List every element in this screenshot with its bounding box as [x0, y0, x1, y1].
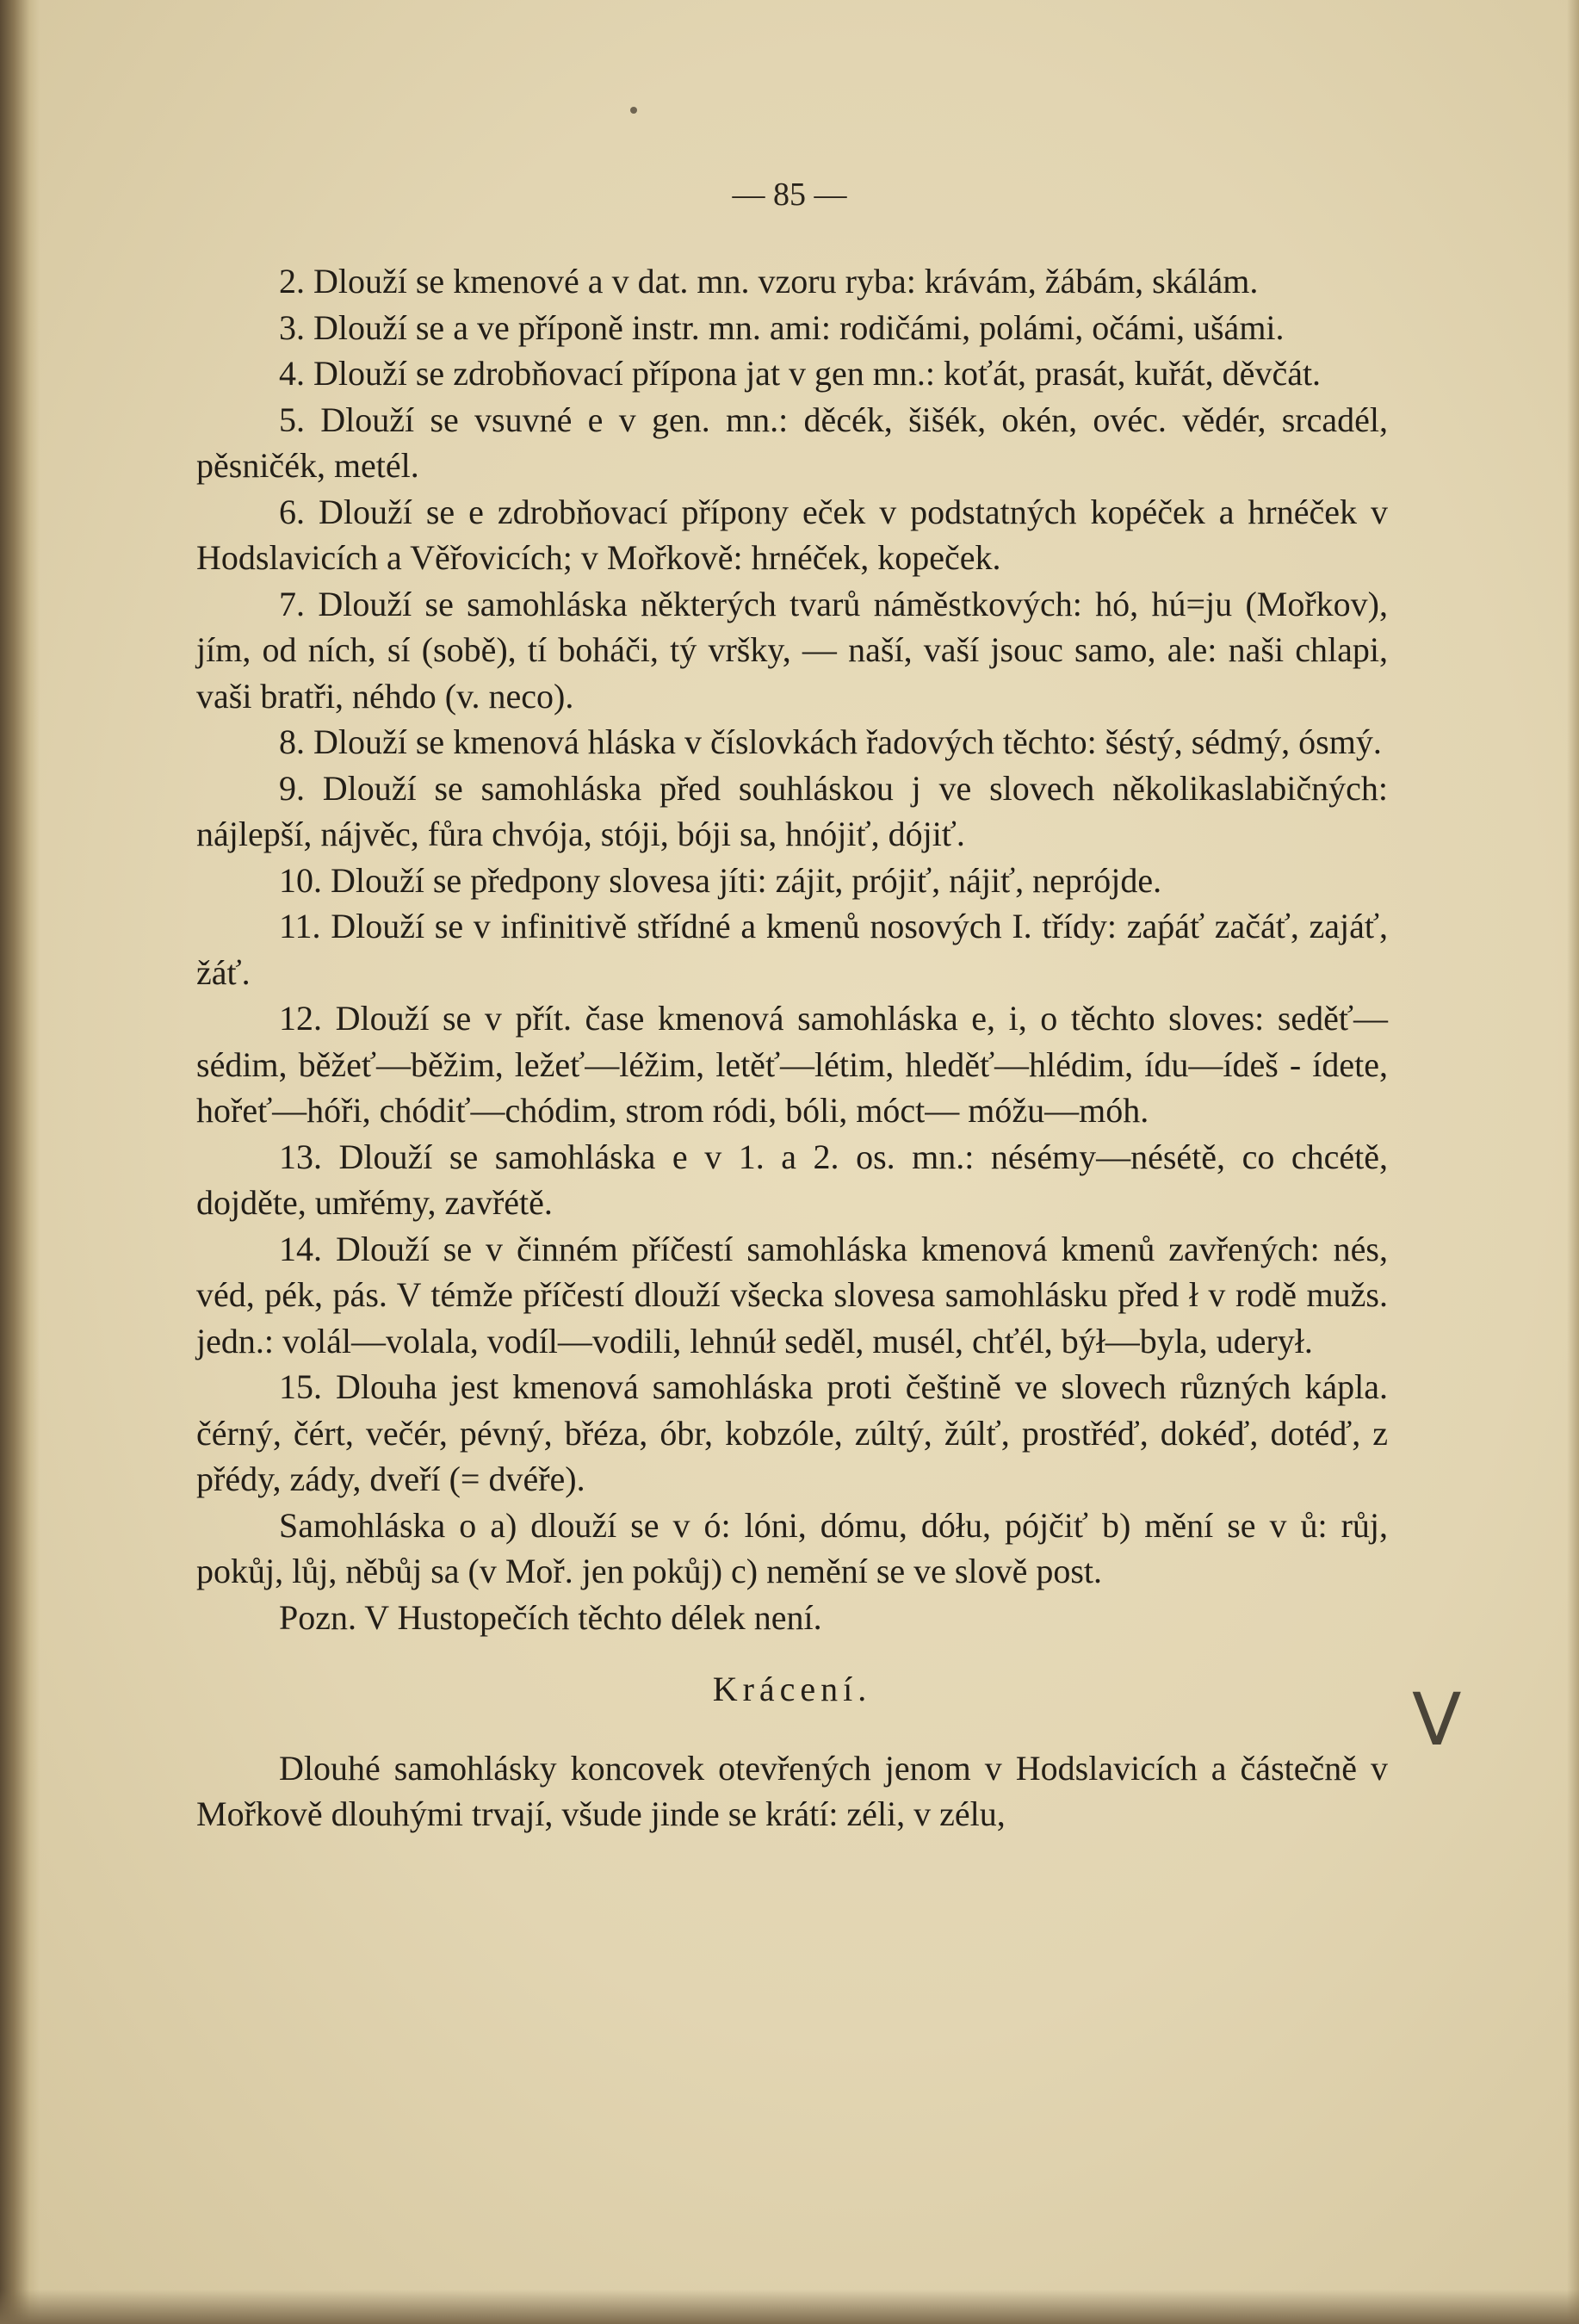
page-number: — 85 — — [732, 177, 847, 213]
paragraph-6: 6. Dlouží se e zdrobňovací přípony eček v podstatných kopéček a hrnéček v Hodslavicích a Věřovicích; v Mořkově: hrnéček, kopeček. — [196, 492, 1388, 577]
paragraph-13: 13. Dlouží se samohláska e v 1. a 2. os. mn.: nésémy—nésétě, co chcétě, dojděte, umřémy, zavřétě. — [196, 1137, 1388, 1222]
paragraph-2: 2. Dlouží se kmenové a v dat. mn. vzoru ryba: krávám, žábám, skálám. — [279, 262, 1259, 301]
book-gutter — [0, 0, 40, 2324]
handwritten-check-mark: V — [1412, 1677, 1462, 1762]
paragraph-samohlaska-o: Samohláska o a) dlouží se v ó: lóni, dómu, dółu, pójčiť b) mění se v ů: růj, pokůj, lůj, něbůj sa (v Moř. jen pokůj) c) nemění se ve slově post. — [196, 1505, 1388, 1590]
page-edge-right — [1567, 0, 1579, 2324]
paragraph-10: 10. Dlouží se předpony slovesa jíti: zájit, prójiť, nájiť, neprójde. — [279, 860, 1162, 900]
ink-speck — [630, 107, 637, 114]
paragraph-7: 7. Dlouží se samohláska některých tvarů náměstkových: hó, hú=ju (Mořkov), jím, od ních, sí (sobě), tí boháči, tý vršky, — naší, vaší jsouc samo, ale: naši chlapi, vaši bratři, néhdo (v. neco). — [196, 584, 1388, 716]
section-paragraph: Dlouhé samohlásky koncovek otevřených jenom v Hodslavicích a částečně v Mořkově dlouhými trvají, všude jinde se krátí: zéli, v zélu, — [196, 1748, 1388, 1833]
paragraph-14: 14. Dlouží se v činném příčestí samohláska kmenová kmenů zavřených: nés, véd, pék, pás. V témže příčestí dlouží všecka slovesa samohlásku před ł v rodě mužs. jedn.: volál—volala, vodíl—vodili, lehnúł seděl, musél, chťél, býł—byla, uderył. — [196, 1229, 1388, 1360]
page-edge-bottom — [0, 2290, 1579, 2324]
section-heading: Krácení. — [712, 1670, 872, 1708]
paragraph-5: 5. Dlouží se vsuvné e v gen. mn.: děcék, šišék, okén, ovéc. vědér, srcadél, pěsničék, metél. — [196, 400, 1388, 485]
paragraph-9: 9. Dlouží se samohláska před souhláskou j ve slovech několikaslabičných: nájlepší, nájvěc, fůra chvója, stóji, bóji sa, hnójiť, dójiť. — [196, 768, 1388, 853]
paragraph-3: 3. Dlouží se a ve příponě instr. mn. ami: rodičámi, polámi, očámi, ušámi. — [279, 307, 1285, 347]
paragraph-4: 4. Dlouží se zdrobňovací přípona jat v gen mn.: koťát, prasát, kuřát, děvčát. — [279, 354, 1322, 393]
paragraph-12: 12. Dlouží se v přít. čase kmenová samohláska e, i, o těchto sloves: seděť— sédim, běžeť—běžim, ležeť—léžim, letěť—létim, hleděť—hlédim, ídu—ídeš - ídete, hořeť—hóři, chódiť—chódim, strom ródi, bóli, móct— móžu—móh. — [196, 999, 1388, 1130]
paragraph-pozn: Pozn. V Hustopečích těchto délek není. — [279, 1597, 822, 1637]
paragraph-8: 8. Dlouží se kmenová hláska v číslovkách řadových těchto: šéstý, sédmý, ósmý. — [279, 722, 1382, 761]
body-text — [196, 258, 1388, 1838]
paragraph-15: 15. Dlouha jest kmenová samohláska proti češtině ve slovech různých kápla. čérný, čért, večér, pévný, břéza, óbr, kobzóle, zúltý, žúlť, prostřéď, dokéď, dotéď, z přédy, zády, dveří (= dvéře). — [196, 1367, 1388, 1498]
paragraph-11: 11. Dlouží se v infinitivě střídné a kmenů nosových I. třídy: zaṕáť začáť, zajáť, žáť. — [196, 907, 1388, 992]
